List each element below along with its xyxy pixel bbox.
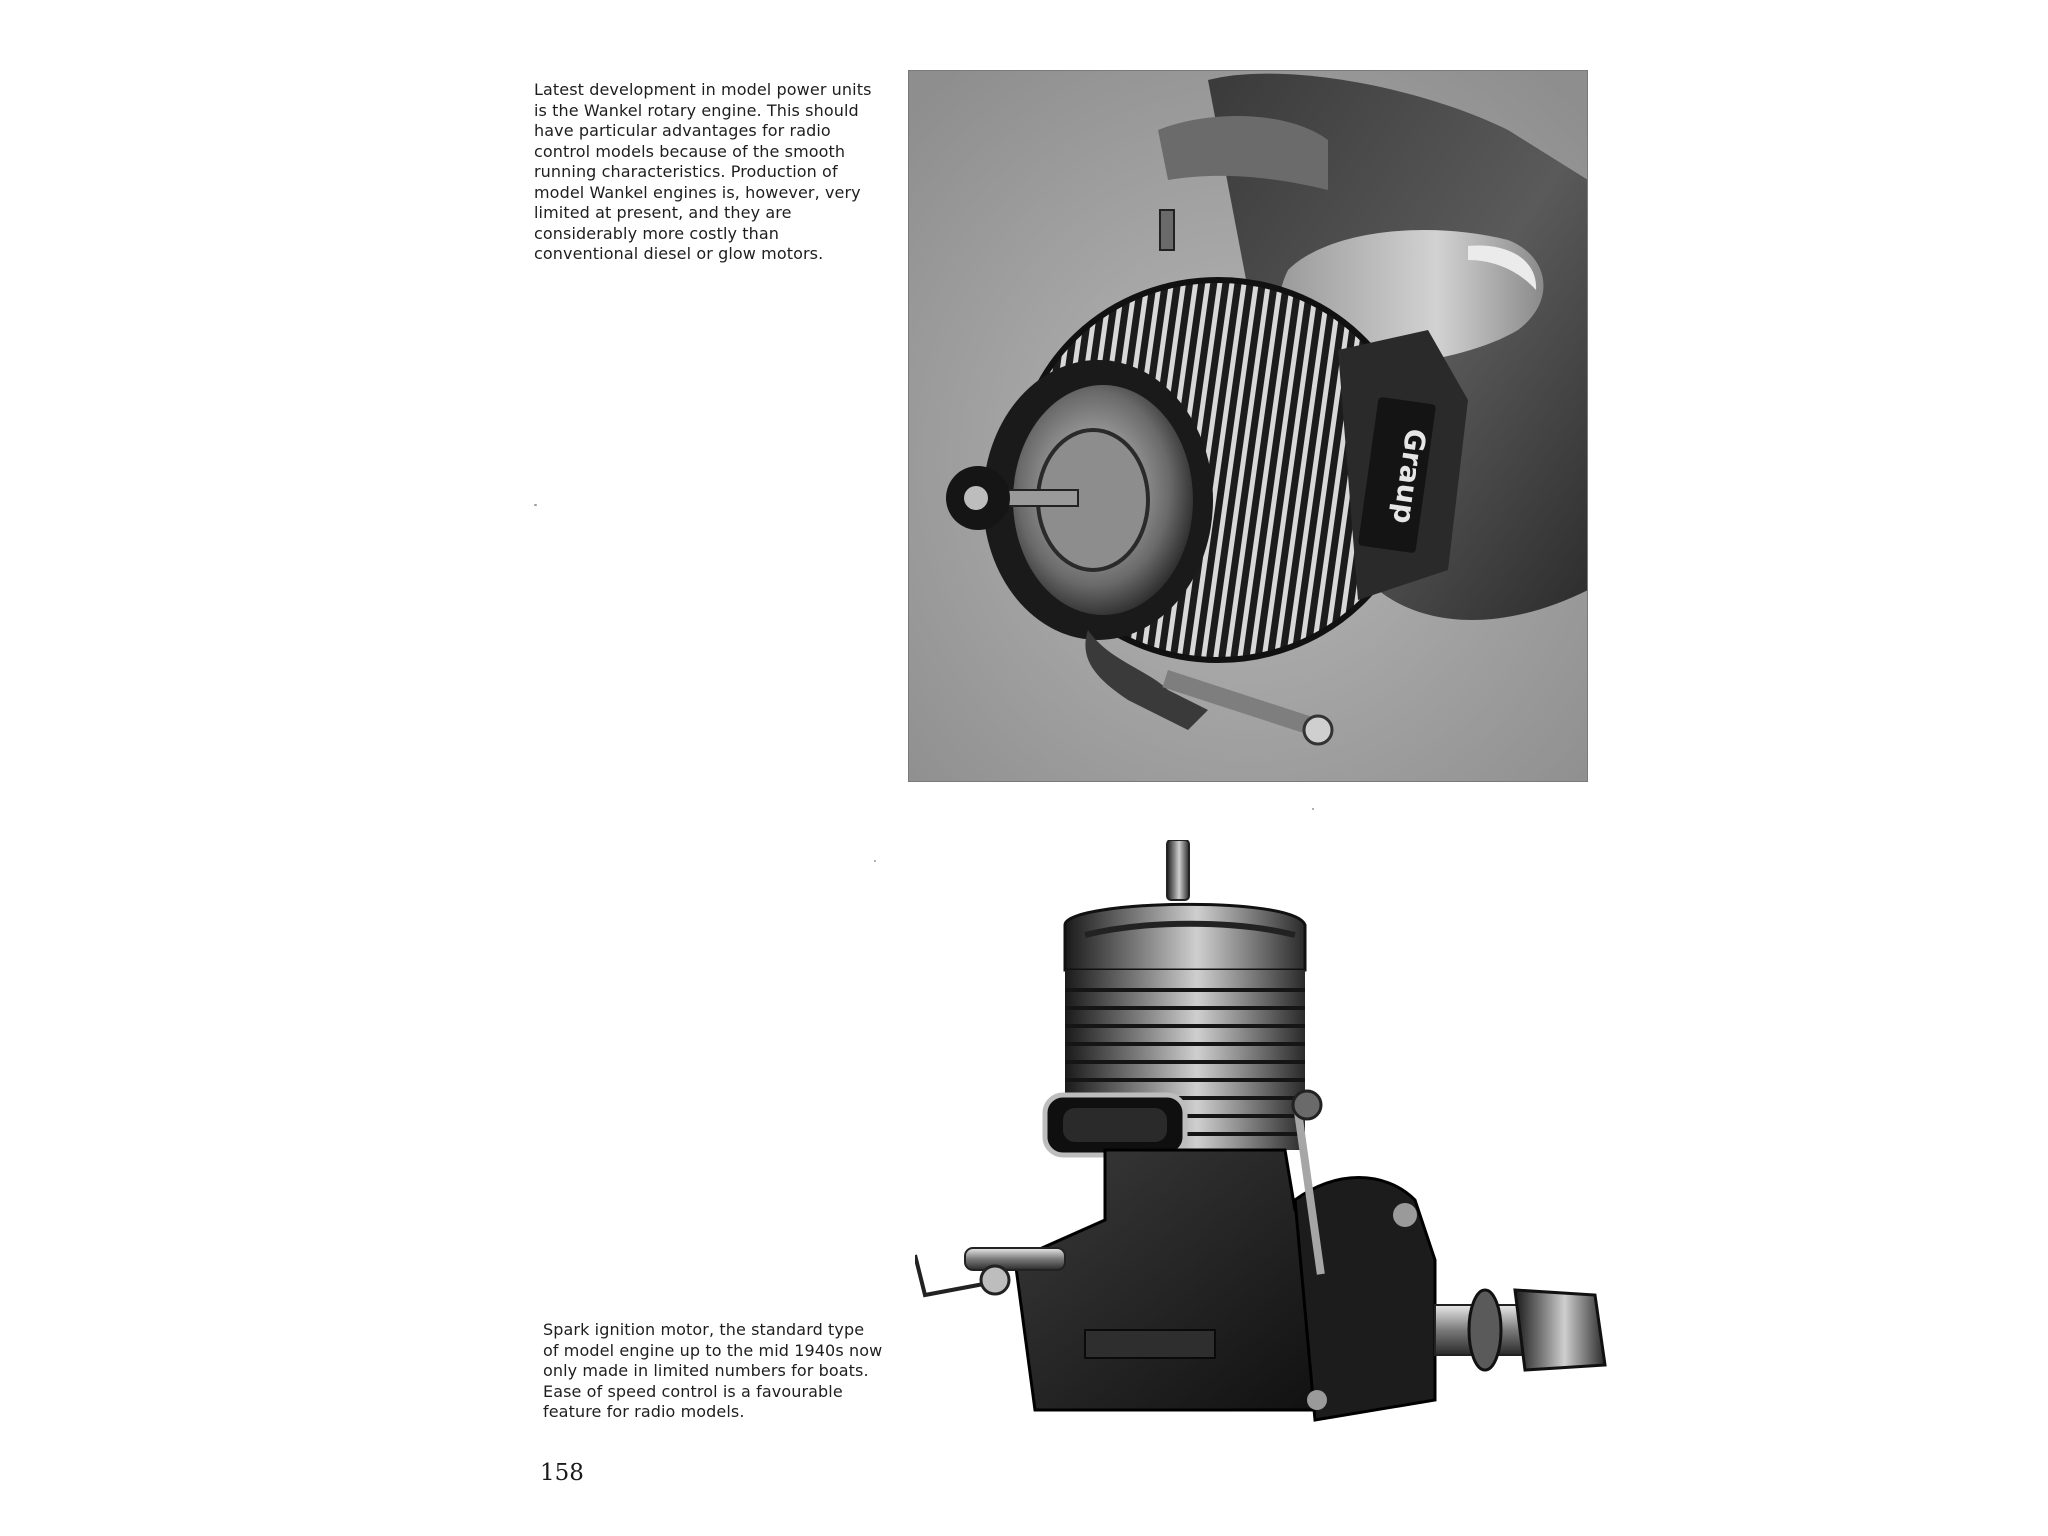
spark-ignition-engine-photo <box>915 840 1615 1440</box>
scan-speck <box>1312 808 1314 810</box>
scan-speck <box>874 860 876 862</box>
caption-wankel: Latest development in model power units is the Wankel rotary engine. This should have particular advantages for radio control models because of the smooth running characteristics. Production of model Wankel engines is, however, very limited at present, and they are considerably more costly than conventional diesel or glow motors. <box>534 80 872 263</box>
wankel-engine-photo <box>908 70 1588 782</box>
caption-spark-ignition: Spark ignition motor, the standard type of model engine up to the mid 1940s now only made in limited numbers for boats. Ease of speed control is a favourable feature for radio models. <box>543 1320 883 1421</box>
page-number: 158 <box>540 1460 584 1486</box>
scan-speck <box>534 504 537 506</box>
engine-brand-label: Graup <box>1386 426 1433 526</box>
